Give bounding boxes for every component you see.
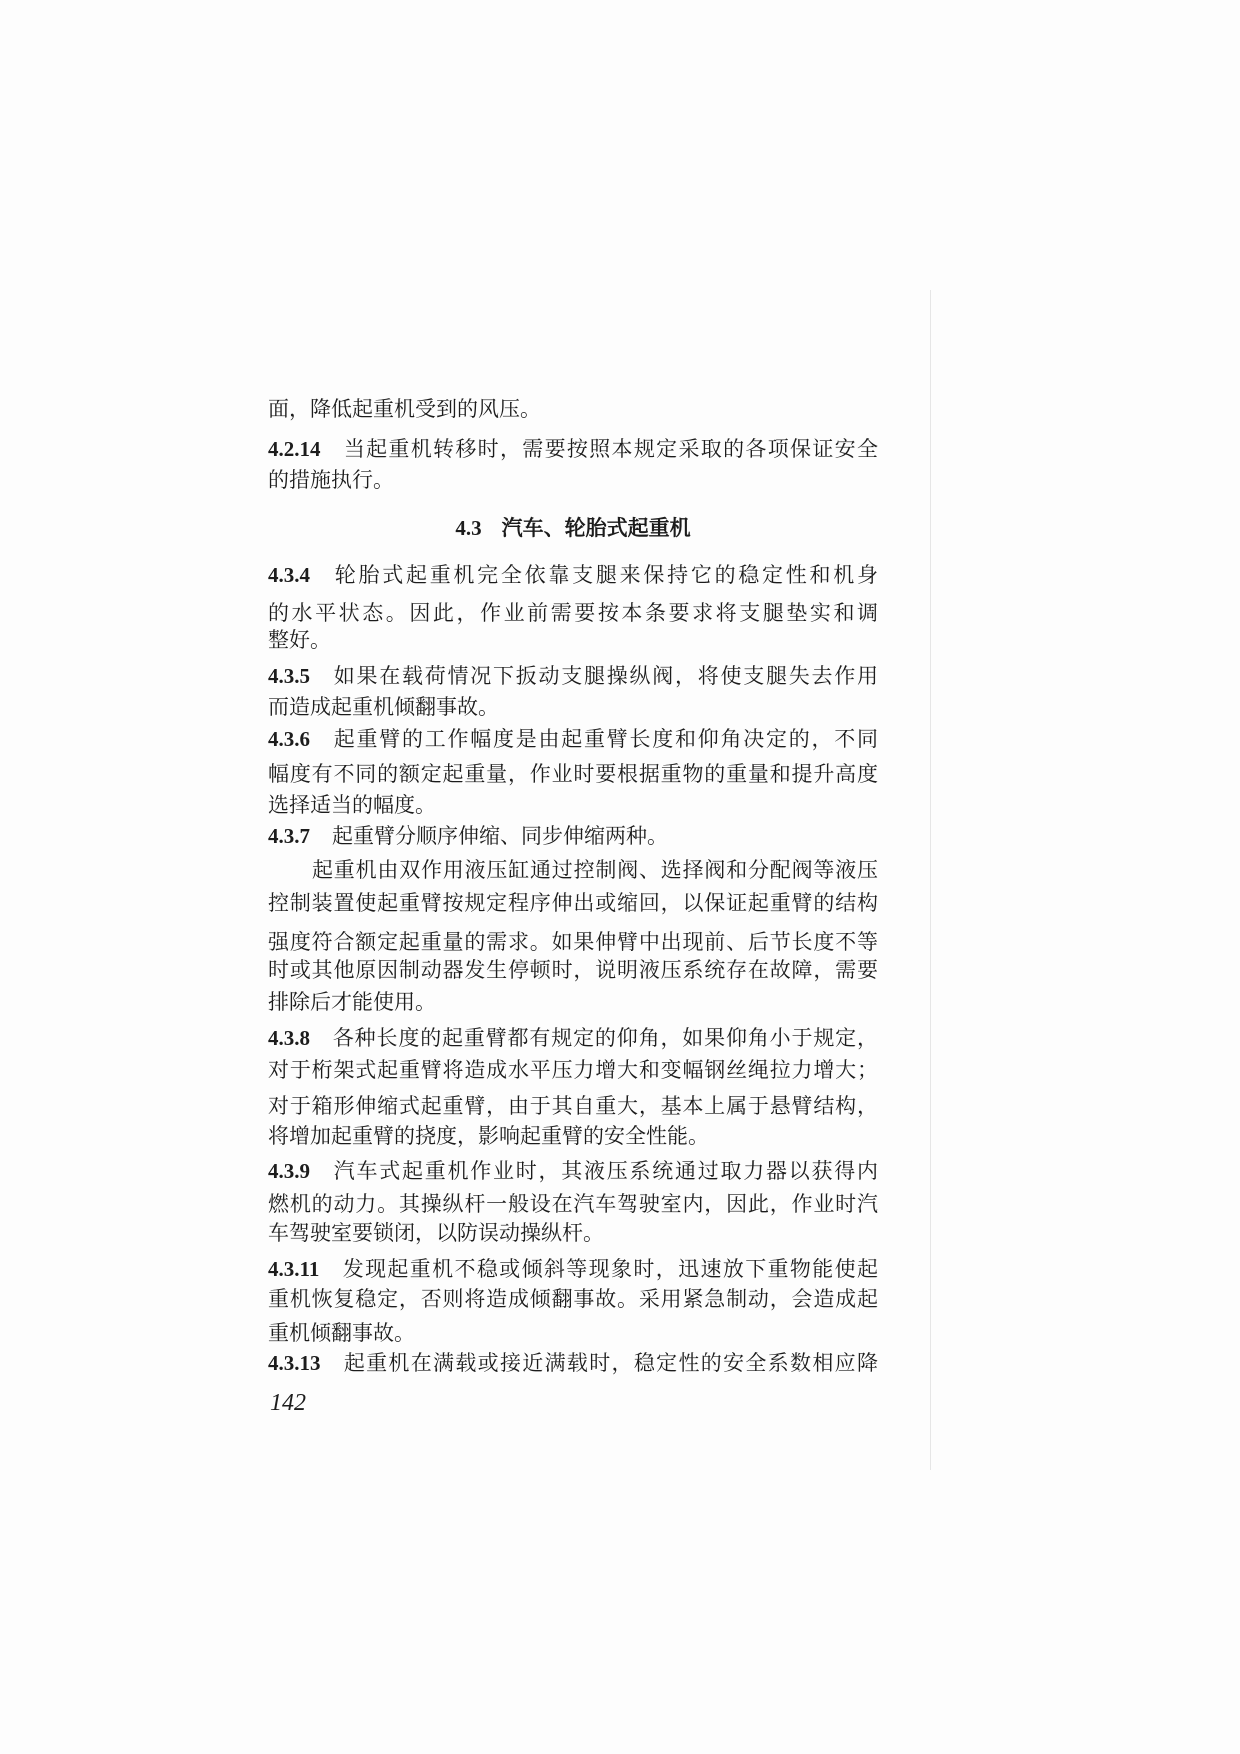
text-line bbox=[268, 1158, 878, 1184]
text-line bbox=[268, 929, 878, 955]
section-title: 汽车、轮胎式起重机 bbox=[501, 515, 691, 540]
line-text: 重机恢复稳定，否则将造成倾翻事故。采用紧急制动，会造成起 bbox=[268, 1287, 878, 1311]
clause-number: 4.3.4 bbox=[268, 563, 310, 587]
line-text: 幅度有不同的额定起重量，作业时要根据重物的重量和提升高度 bbox=[268, 762, 878, 786]
text-line bbox=[268, 1093, 878, 1119]
line-text: 当起重机转移时，需要按照本规定采取的各项保证安全 bbox=[342, 437, 878, 461]
text-line bbox=[268, 627, 878, 653]
line-text: 整好。 bbox=[268, 628, 331, 652]
text-line bbox=[268, 1220, 878, 1246]
section-heading bbox=[268, 515, 878, 541]
text-line bbox=[268, 694, 878, 720]
line-text: 排除后才能使用。 bbox=[268, 990, 436, 1014]
text-line bbox=[268, 857, 878, 883]
text-line bbox=[268, 436, 878, 462]
text-line bbox=[268, 1286, 878, 1312]
line-text: 选择适当的幅度。 bbox=[268, 793, 436, 817]
line-text: 重机倾翻事故。 bbox=[268, 1321, 415, 1345]
text-line bbox=[268, 957, 878, 983]
line-text: 对于箱形伸缩式起重臂，由于其自重大，基本上属于悬臂结构， bbox=[268, 1094, 878, 1118]
line-text: 起重臂分顺序伸缩、同步伸缩两种。 bbox=[332, 824, 668, 848]
text-line bbox=[268, 726, 878, 752]
text-line bbox=[268, 600, 878, 626]
line-text: 对于桁架式起重臂将造成水平压力增大和变幅钢丝绳拉力增大； bbox=[268, 1058, 878, 1082]
line-text: 控制装置使起重臂按规定程序伸出或缩回，以保证起重臂的结构 bbox=[268, 891, 878, 915]
line-text: 而造成起重机倾翻事故。 bbox=[268, 695, 499, 719]
text-line bbox=[268, 1350, 878, 1376]
text-line bbox=[268, 1057, 878, 1083]
line-text: 时或其他原因制动器发生停顿时，说明液压系统存在故障，需要 bbox=[268, 958, 878, 982]
line-text: 燃机的动力。其操纵杆一般设在汽车驾驶室内，因此，作业时汽 bbox=[268, 1192, 878, 1216]
line-text: 如果在载荷情况下扳动支腿操纵阀，将使支腿失去作用 bbox=[332, 664, 878, 688]
text-line bbox=[268, 1320, 878, 1346]
line-text: 起重臂的工作幅度是由起重臂长度和仰角决定的，不同 bbox=[332, 727, 878, 751]
line-text: 将增加起重臂的挠度，影响起重臂的安全性能。 bbox=[268, 1124, 709, 1148]
text-line bbox=[268, 989, 878, 1015]
clause-number: 4.3.11 bbox=[268, 1257, 320, 1281]
clause-number: 4.3.9 bbox=[268, 1159, 310, 1183]
text-line bbox=[268, 562, 878, 588]
clause-number: 4.3.13 bbox=[268, 1351, 321, 1375]
text-line bbox=[268, 1256, 878, 1282]
text-line bbox=[268, 890, 878, 916]
line-text: 面，降低起重机受到的风压。 bbox=[268, 397, 541, 421]
clause-number: 4.3.8 bbox=[268, 1026, 310, 1050]
clause-number: 4.3.6 bbox=[268, 727, 310, 751]
line-text: 起重机由双作用液压缸通过控制阀、选择阀和分配阀等液压 bbox=[312, 858, 878, 882]
text-line bbox=[268, 761, 878, 787]
text-line bbox=[268, 663, 878, 689]
clause-number: 4.2.14 bbox=[268, 437, 321, 461]
text-line bbox=[268, 792, 878, 818]
text-line bbox=[268, 467, 878, 493]
line-text: 强度符合额定起重量的需求。如果伸臂中出现前、后节长度不等 bbox=[268, 930, 878, 954]
text-line bbox=[268, 396, 878, 422]
text-line bbox=[268, 1123, 878, 1149]
line-text: 的水平状态。因此，作业前需要按本条要求将支腿垫实和调 bbox=[268, 601, 878, 625]
section-number: 4.3 bbox=[455, 516, 482, 540]
text-line bbox=[268, 1191, 878, 1217]
page-edge-shadow bbox=[930, 290, 931, 1470]
clause-number: 4.3.7 bbox=[268, 824, 310, 848]
clause-number: 4.3.5 bbox=[268, 664, 310, 688]
line-text: 起重机在满载或接近满载时，稳定性的安全系数相应降 bbox=[342, 1351, 878, 1375]
text-line bbox=[268, 823, 878, 849]
line-text: 轮胎式起重机完全依靠支腿来保持它的稳定性和机身 bbox=[332, 563, 878, 587]
line-text: 车驾驶室要锁闭，以防误动操纵杆。 bbox=[268, 1221, 604, 1245]
text-line bbox=[268, 1025, 878, 1051]
line-text: 汽车式起重机作业时，其液压系统通过取力器以获得内 bbox=[332, 1159, 878, 1183]
line-text: 的措施执行。 bbox=[268, 468, 394, 492]
line-text: 各种长度的起重臂都有规定的仰角，如果仰角小于规定， bbox=[332, 1026, 878, 1050]
page-number: 142 bbox=[270, 1390, 306, 1416]
line-text: 发现起重机不稳或倾斜等现象时，迅速放下重物能使起 bbox=[341, 1257, 878, 1281]
